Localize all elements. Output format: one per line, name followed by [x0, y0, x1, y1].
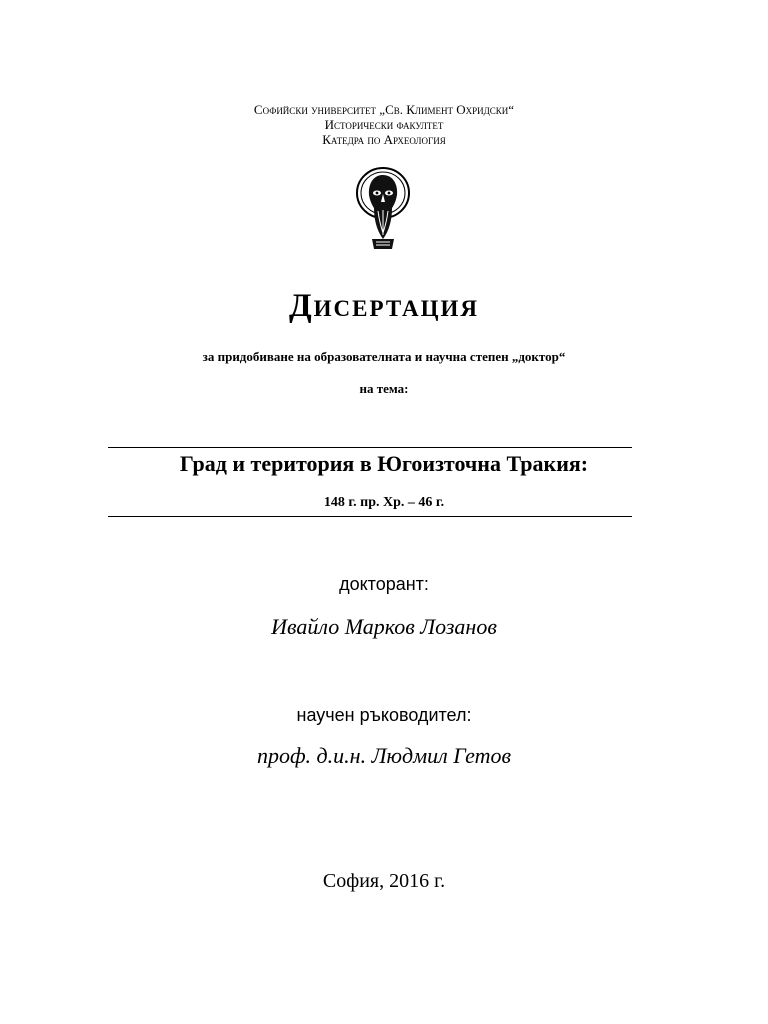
- supervisor-label: научен ръководител:: [296, 705, 472, 725]
- institution-header: [0, 102, 768, 147]
- topic-period: 148 г. пр. Хр. – 46 г.: [323, 495, 445, 510]
- degree-subtitle: за придобиване на образователната и научна степен „доктор“: [202, 349, 566, 364]
- dissertation-topic: Град и територия в Югоизточна Тракия:: [179, 451, 589, 476]
- university-name: Софийски университет „Св. Климент Охридски“: [253, 102, 515, 117]
- doctorant-name: Ивайло Марков Лозанов: [271, 614, 497, 639]
- department-name: Катедра по Археология: [322, 132, 446, 147]
- faculty-name: Исторически факултет: [324, 117, 444, 132]
- university-seal-icon: [352, 165, 414, 253]
- top-divider: [108, 447, 632, 448]
- doctorant-label: докторант:: [339, 574, 429, 594]
- document-title: Дисертация: [288, 288, 480, 324]
- theme-label: на тема:: [359, 381, 409, 396]
- place-and-year: София, 2016 г.: [322, 870, 446, 892]
- supervisor-name: проф. д.и.н. Людмил Гетов: [256, 743, 512, 768]
- bottom-divider: [108, 516, 632, 517]
